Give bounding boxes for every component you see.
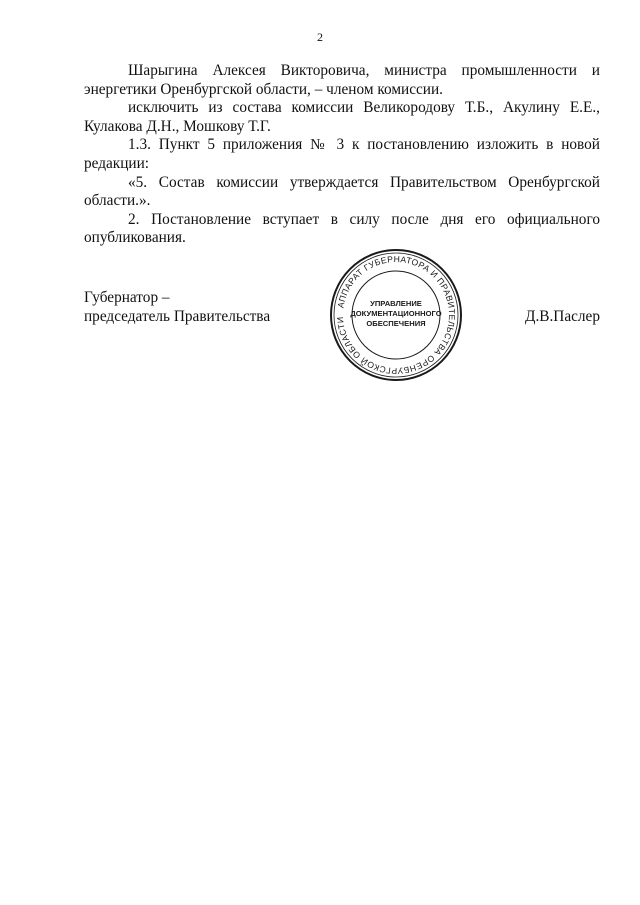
paragraph: 1.3. Пункт 5 приложения № 3 к постановлению изложить в новой редакции: — [84, 136, 600, 172]
official-seal — [328, 247, 464, 383]
page-number: 2 — [317, 30, 323, 44]
seal-center-line: ДОКУМЕНТАЦИОННОГО — [350, 309, 442, 318]
signatory-title — [84, 289, 270, 326]
signatory-title-line: Губернатор – — [84, 289, 170, 306]
paragraph: Шарыгина Алексея Викторовича, министра промышленности и энергетики Оренбургской области, – членом комиссии. — [84, 62, 600, 98]
signature-block — [84, 253, 600, 409]
seal-ring-text: АППАРАТ ГУБЕРНАТОРА И ПРАВИТЕЛЬСТВА ОРЕНБУРГСКОЙ ОБЛАСТИ — [334, 253, 458, 377]
signatory-title-line: председатель Правительства — [84, 307, 271, 325]
document-body — [84, 62, 600, 248]
paragraph: «5. Состав комиссии утверждается Правительством Оренбургской области.». — [84, 173, 600, 210]
paragraph: исключить из состава комиссии Великородову Т.Б., Акулину Е.Е., Кулакова Д.Н., Мошкову Т.Г. — [84, 99, 600, 135]
seal-center-line: УПРАВЛЕНИЕ — [370, 299, 422, 308]
signatory-name: Д.В.Паслер — [525, 307, 600, 325]
seal-center-line: ОБЕСПЕЧЕНИЯ — [366, 319, 426, 328]
paragraph: 2. Постановление вступает в силу после дня его официального опубликования. — [84, 210, 600, 247]
